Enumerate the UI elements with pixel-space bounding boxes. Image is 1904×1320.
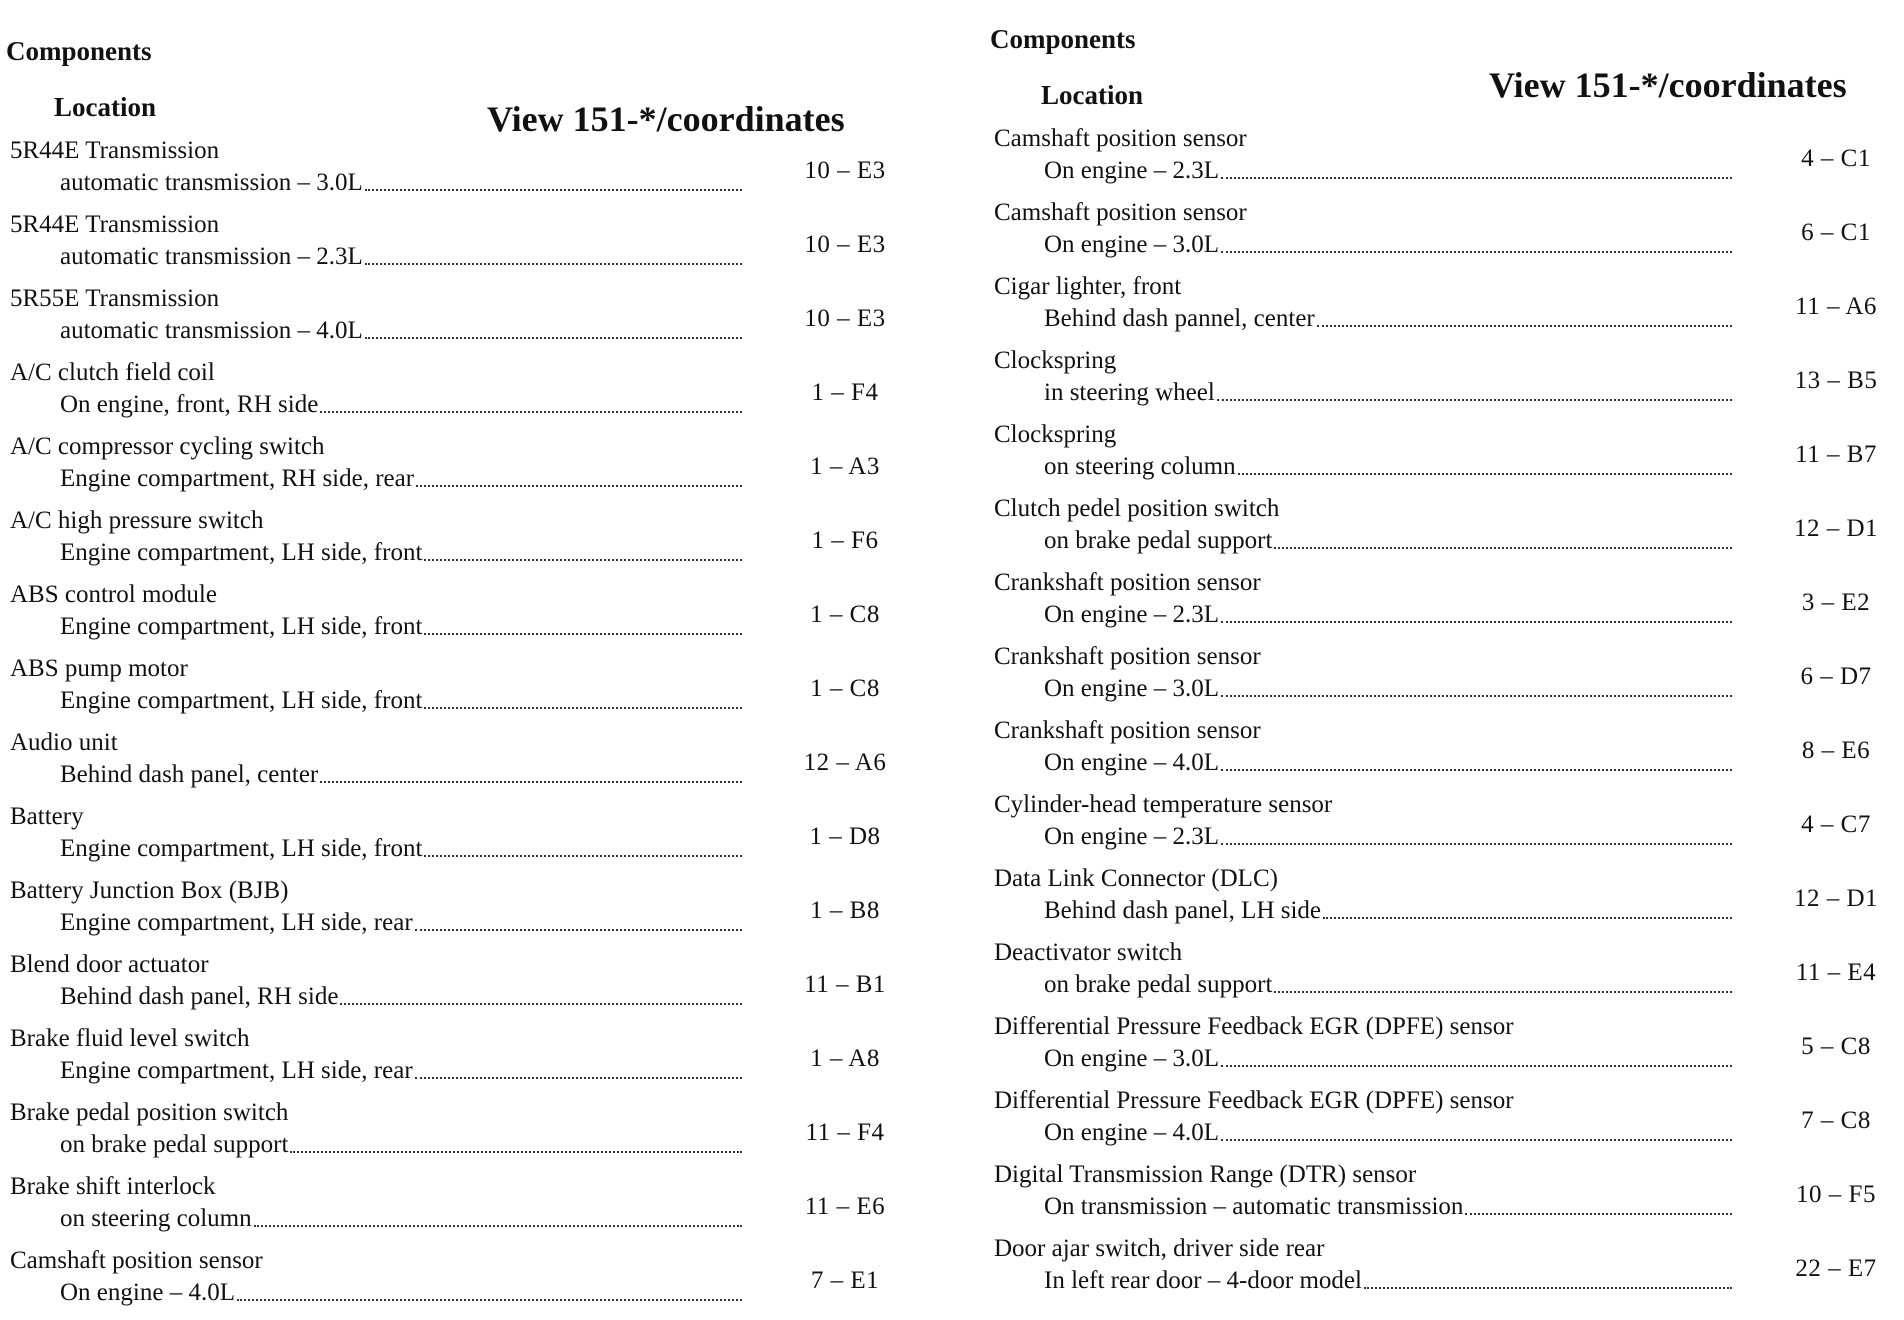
component-location: automatic transmission – 4.0L [60,317,363,344]
location-row [1044,748,1734,778]
location-row [60,390,744,420]
component-entry [0,506,920,580]
view-coordinate: 1 – F4 [811,379,879,406]
view-coordinate: 10 – E3 [804,157,886,184]
component-location: On engine – 3.0L [1044,231,1219,258]
component-name: Brake shift interlock [10,1173,216,1200]
view-coordinate: 11 – E4 [1795,959,1877,986]
view-coordinate: 10 – F5 [1796,1181,1876,1208]
component-entry [990,272,1904,346]
component-name: 5R44E Transmission [10,137,220,164]
location-row [1044,674,1734,704]
component-entry [0,1246,920,1320]
component-entry [990,494,1904,568]
location-row [60,242,744,272]
location-row [60,982,744,1012]
view-coordinate: 8 – E6 [1801,737,1871,764]
component-name: Cigar lighter, front [994,273,1182,300]
component-location: Engine compartment, LH side, front [60,835,423,862]
location-row [1044,156,1734,186]
location-row [60,464,744,494]
component-entry [0,358,920,432]
location-row [1044,1192,1734,1222]
component-location: Engine compartment, LH side, front [60,539,423,566]
dot-leader [1221,1139,1732,1141]
dot-leader [1364,1287,1732,1289]
dot-leader [1221,695,1732,697]
component-list [990,124,1904,1308]
component-location: Behind dash panel, LH side [1044,897,1322,924]
component-entry [0,1024,920,1098]
component-location: On engine, front, RH side [60,391,319,418]
component-location: On engine – 2.3L [1044,823,1219,850]
component-location: on steering column [1044,453,1236,480]
component-location: Engine compartment, LH side, rear [60,1057,413,1084]
component-name: Camshaft position sensor [10,1247,263,1274]
dot-leader [340,1003,742,1005]
component-name: Brake pedal position switch [10,1099,289,1126]
component-name: Camshaft position sensor [994,199,1247,226]
dot-leader [290,1151,742,1153]
view-coordinate: 6 – D7 [1800,663,1872,690]
section-title: Components [990,24,1136,54]
component-entry [0,728,920,802]
component-entry [990,642,1904,716]
dot-leader [1465,1213,1732,1215]
dot-leader [424,559,742,561]
component-entry [0,210,920,284]
component-entry [990,790,1904,864]
view-coordinate: 4 – C1 [1801,145,1871,172]
component-location: Behind dash pannel, center [1044,305,1315,332]
component-entry [990,1012,1904,1086]
dot-leader [237,1299,742,1301]
component-entry [990,938,1904,1012]
component-name: Crankshaft position sensor [994,717,1261,744]
dot-leader [1217,399,1732,401]
location-row [1044,230,1734,260]
component-name: A/C compressor cycling switch [10,433,325,460]
component-location: In left rear door – 4-door model [1044,1267,1362,1294]
component-name: Brake fluid level switch [10,1025,250,1052]
view-coordinate: 11 – B7 [1795,441,1877,468]
component-location: On engine – 2.3L [1044,157,1219,184]
view-coordinate: 1 – A8 [810,1045,880,1072]
dot-leader [1323,917,1732,919]
component-entry [990,346,1904,420]
view-coordinate: 10 – E3 [804,231,886,258]
dot-leader [1274,547,1732,549]
section-title: Components [6,36,152,66]
dot-leader [320,411,742,413]
location-row [1044,452,1734,482]
location-row [60,760,744,790]
dot-leader [1221,621,1732,623]
component-entry [990,420,1904,494]
component-location: on brake pedal support [1044,971,1273,998]
component-entry [990,716,1904,790]
component-name: Battery Junction Box (BJB) [10,877,289,904]
component-location: automatic transmission – 2.3L [60,243,363,270]
component-name: Clockspring [994,421,1117,448]
dot-leader [415,929,742,931]
component-name: Digital Transmission Range (DTR) sensor [994,1161,1417,1188]
component-name: Battery [10,803,84,830]
view-column-header: View 151-*/coordinates [487,99,845,139]
component-name: 5R55E Transmission [10,285,220,312]
view-coordinate: 12 – D1 [1793,515,1879,542]
location-row [60,316,744,346]
component-entry [990,1086,1904,1160]
dot-leader [1221,1065,1732,1067]
dot-leader [320,781,742,783]
location-row [60,612,744,642]
component-location: On engine – 4.0L [1044,749,1219,776]
component-name: Crankshaft position sensor [994,569,1261,596]
location-row [1044,378,1734,408]
dot-leader [424,855,742,857]
component-location: Behind dash panel, center [60,761,319,788]
component-location: On engine – 4.0L [60,1279,235,1306]
dot-leader [1221,251,1732,253]
component-location: Engine compartment, LH side, front [60,613,423,640]
location-row [1044,304,1734,334]
component-location: On engine – 3.0L [1044,675,1219,702]
location-row [1044,600,1734,630]
view-coordinate: 11 – E6 [804,1193,886,1220]
view-coordinate: 1 – B8 [810,897,880,924]
location-row [60,1130,744,1160]
component-entry [0,580,920,654]
component-location: On engine – 3.0L [1044,1045,1219,1072]
location-row [1044,526,1734,556]
view-coordinate: 22 – E7 [1795,1255,1877,1282]
component-location: in steering wheel [1044,379,1215,406]
left-column [0,0,920,1312]
dot-leader [1238,473,1732,475]
dot-leader [415,1077,742,1079]
component-entry [990,124,1904,198]
view-coordinate: 1 – D8 [809,823,881,850]
location-row [1044,822,1734,852]
view-coordinate: 1 – A3 [810,453,880,480]
location-row [60,686,744,716]
view-coordinate: 7 – E1 [810,1267,880,1294]
view-coordinate: 1 – C8 [810,601,880,628]
component-entry [0,284,920,358]
component-name: Data Link Connector (DLC) [994,865,1278,892]
component-list [0,136,920,1320]
component-entry [990,864,1904,938]
view-coordinate: 11 – F4 [805,1119,885,1146]
component-entry [990,1234,1904,1308]
component-name: Clutch pedel position switch [994,495,1280,522]
location-row [1044,970,1734,1000]
dot-leader [254,1225,742,1227]
dot-leader [1317,325,1732,327]
component-location: on steering column [60,1205,252,1232]
view-coordinate: 3 – E2 [1801,589,1871,616]
view-coordinate: 1 – C8 [810,675,880,702]
component-location: on brake pedal support [1044,527,1273,554]
dot-leader [416,485,742,487]
component-name: Differential Pressure Feedback EGR (DPFE) sensor [994,1087,1514,1114]
location-row [60,834,744,864]
component-name: Differential Pressure Feedback EGR (DPFE) sensor [994,1013,1514,1040]
component-location: On engine – 4.0L [1044,1119,1219,1146]
component-name: ABS pump motor [10,655,188,682]
component-location: on brake pedal support [60,1131,289,1158]
component-location: On transmission – automatic transmission [1044,1193,1464,1220]
view-coordinate: 1 – F6 [811,527,879,554]
component-entry [990,198,1904,272]
component-entry [0,1098,920,1172]
right-column [990,0,1904,1312]
dot-leader [424,633,742,635]
dot-leader [1221,769,1732,771]
component-name: Crankshaft position sensor [994,643,1261,670]
component-entry [0,1172,920,1246]
view-coordinate: 13 – B5 [1794,367,1878,394]
dot-leader [424,707,742,709]
location-row [60,1278,744,1308]
location-row [60,538,744,568]
component-entry [0,432,920,506]
component-entry [0,802,920,876]
view-coordinate: 12 – A6 [803,749,887,776]
component-entry [0,654,920,728]
component-entry [0,136,920,210]
component-entry [990,568,1904,642]
location-row [60,168,744,198]
view-column-header: View 151-*/coordinates [1489,65,1847,105]
dot-leader [365,337,742,339]
component-name: Door ajar switch, driver side rear [994,1235,1325,1262]
location-row [1044,1266,1734,1296]
view-coordinate: 6 – C1 [1801,219,1871,246]
view-coordinate: 12 – D1 [1793,885,1879,912]
component-name: Blend door actuator [10,951,209,978]
dot-leader [1274,991,1732,993]
view-coordinate: 11 – B1 [804,971,886,998]
component-entry [0,950,920,1024]
dot-leader [1221,843,1732,845]
component-entry [990,1160,1904,1234]
view-coordinate: 11 – A6 [1795,293,1877,320]
location-row [1044,896,1734,926]
component-name: Audio unit [10,729,118,756]
component-name: Cylinder-head temperature sensor [994,791,1333,818]
location-row [1044,1118,1734,1148]
view-coordinate: 10 – E3 [804,305,886,332]
location-row [60,908,744,938]
component-name: ABS control module [10,581,217,608]
view-coordinate: 7 – C8 [1801,1107,1871,1134]
component-name: A/C high pressure switch [10,507,264,534]
dot-leader [365,189,742,191]
component-location: Engine compartment, LH side, rear [60,909,413,936]
component-location: Engine compartment, RH side, rear [60,465,415,492]
dot-leader [365,263,742,265]
component-location: Behind dash panel, RH side [60,983,339,1010]
component-name: Deactivator switch [994,939,1183,966]
component-name: A/C clutch field coil [10,359,215,386]
view-coordinate: 5 – C8 [1801,1033,1871,1060]
component-location: Engine compartment, LH side, front [60,687,423,714]
component-entry [0,876,920,950]
component-name: 5R44E Transmission [10,211,220,238]
component-location: On engine – 2.3L [1044,601,1219,628]
component-name: Clockspring [994,347,1117,374]
component-location: automatic transmission – 3.0L [60,169,363,196]
location-column-header: Location [1041,80,1144,110]
location-column-header: Location [54,92,157,122]
location-row [60,1056,744,1086]
location-row [60,1204,744,1234]
location-row [1044,1044,1734,1074]
view-coordinate: 4 – C7 [1801,811,1871,838]
dot-leader [1221,177,1732,179]
component-name: Camshaft position sensor [994,125,1247,152]
